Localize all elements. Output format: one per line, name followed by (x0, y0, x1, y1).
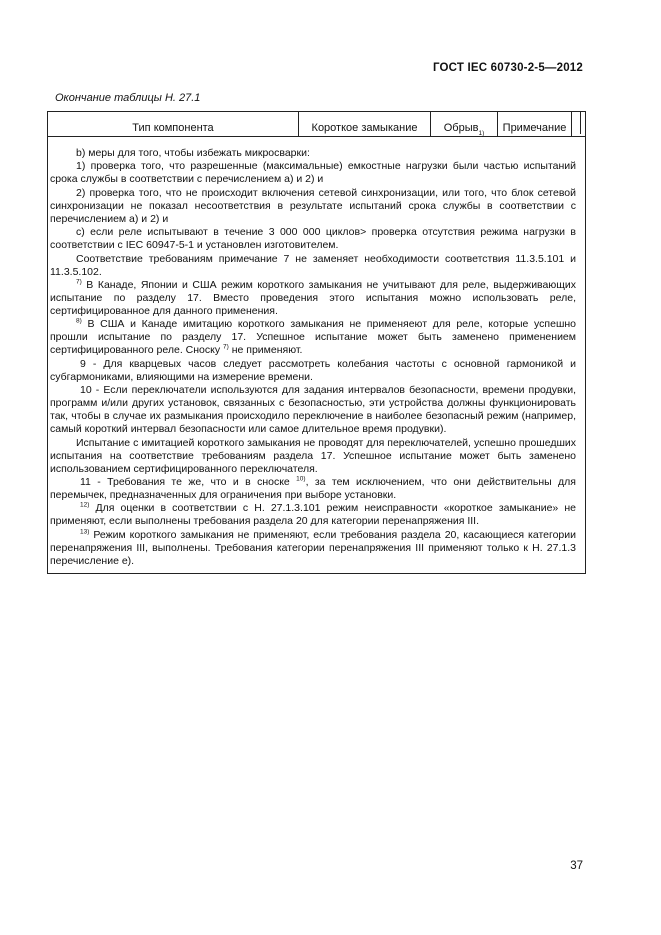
footnote-13: $^{13)}$ Режим короткого замыкания не применяют, если требования раздела 20, касающиеся категории перенапряжения III, выполнены. Требования категории перенапряжения III применяют только к Н. 27.1.3 перечисление е). (50, 528, 576, 567)
paragraph: b) меры для того, чтобы избежать микросварки: (76, 147, 310, 159)
table-header-row (48, 112, 585, 137)
footnote-8: $^{8)}$ В США и Канаде имитацию короткого замыкания не применяеют для реле, которые успешно прошли испытание по разделу 17. Успешное испытание может быть заменено применением сертифицированного реле. Сноску $^{7)}$ не применяют. (50, 317, 576, 357)
header-component-type: Тип компонента (48, 112, 299, 136)
document-code: ГОСТ IEC 60730-2-5—2012 (432, 62, 583, 74)
table-body (48, 137, 585, 573)
footnote-7: $^{7)}$ В Канаде, Японии и США режим короткого замыкания не учитывают для реле, выдерживающих испытание по разделу 17. Вместо проведения этого испытания можно использовать реле, сертифицированное для данного применения. (50, 278, 576, 317)
paragraph: Соответствие требованиям примечание 7 не заменяет необходимости соответствия 11.3.5.101 и 11.3.5.102. (50, 252, 576, 278)
table (47, 111, 586, 574)
footnote-11: 11 - Требования те же, что и в сноске $^{10)}$, за тем исключением, что они действительны для перемычек, предназначенных для ограничения при выборе установки. (50, 475, 576, 501)
paragraph: 1) проверка того, что разрешенные (максимальные) емкостные нагрузки были частью испытаний срока службы в соответствии с перечислением а) и 2) и (50, 160, 576, 186)
page-number: 37 (570, 860, 583, 872)
paragraph: Испытание с имитацией короткого замыкания не проводят для переключателей, успешно прошедших испытания на соответствие требованиям раздела 17. Успешное испытание может быть заменено использованием сертифицированного переключателя. (50, 436, 576, 475)
paragraph: с) если реле испытывают в течение 3 000 000 циклов> проверка отсутствия режима нагрузки в соответствии с IEC 60947-5-1 и установлен изготовителем. (50, 226, 576, 252)
paragraph: 2) проверка того, что не происходит включения сетевой синхронизации, или того, что блок сетевой синхронизации не показал несоответствия в результате испытаний срока службы в соответствии с перечислением а) и 2) и (50, 186, 576, 225)
footnote-12: $^{12)}$ Для оценки в соответствии с Н. 27.1.3.101 режим неисправности «короткое замыкание» не применяют, если выполнены требования раздела 20 для категории перенапряжения III. (50, 501, 576, 528)
table-caption: Окончание таблицы Н. 27.1 (55, 92, 201, 104)
header-short-circuit: Короткое замыкание (299, 112, 431, 136)
header-extra-column (572, 112, 585, 136)
footnote-10: 10 - Если переключатели используются для задания интервалов безопасности, времени продувки, программ и/или других установок, связанных с безопасностью, эти устройства должны функционировать так, чтобы в случае их размыкания происходило переключение в наиболее безопасный режим (например, самый короткий интервал безопасности или самое длительное время продувки). (50, 384, 576, 436)
header-open: Обрыв 1) (431, 112, 498, 136)
footnote-9: 9 - Для кварцевых часов следует рассмотреть колебания частоты с основной гармоникой и субгармониками, влияющими на измерение времени. (50, 357, 576, 383)
header-note: Примечание (498, 112, 572, 136)
